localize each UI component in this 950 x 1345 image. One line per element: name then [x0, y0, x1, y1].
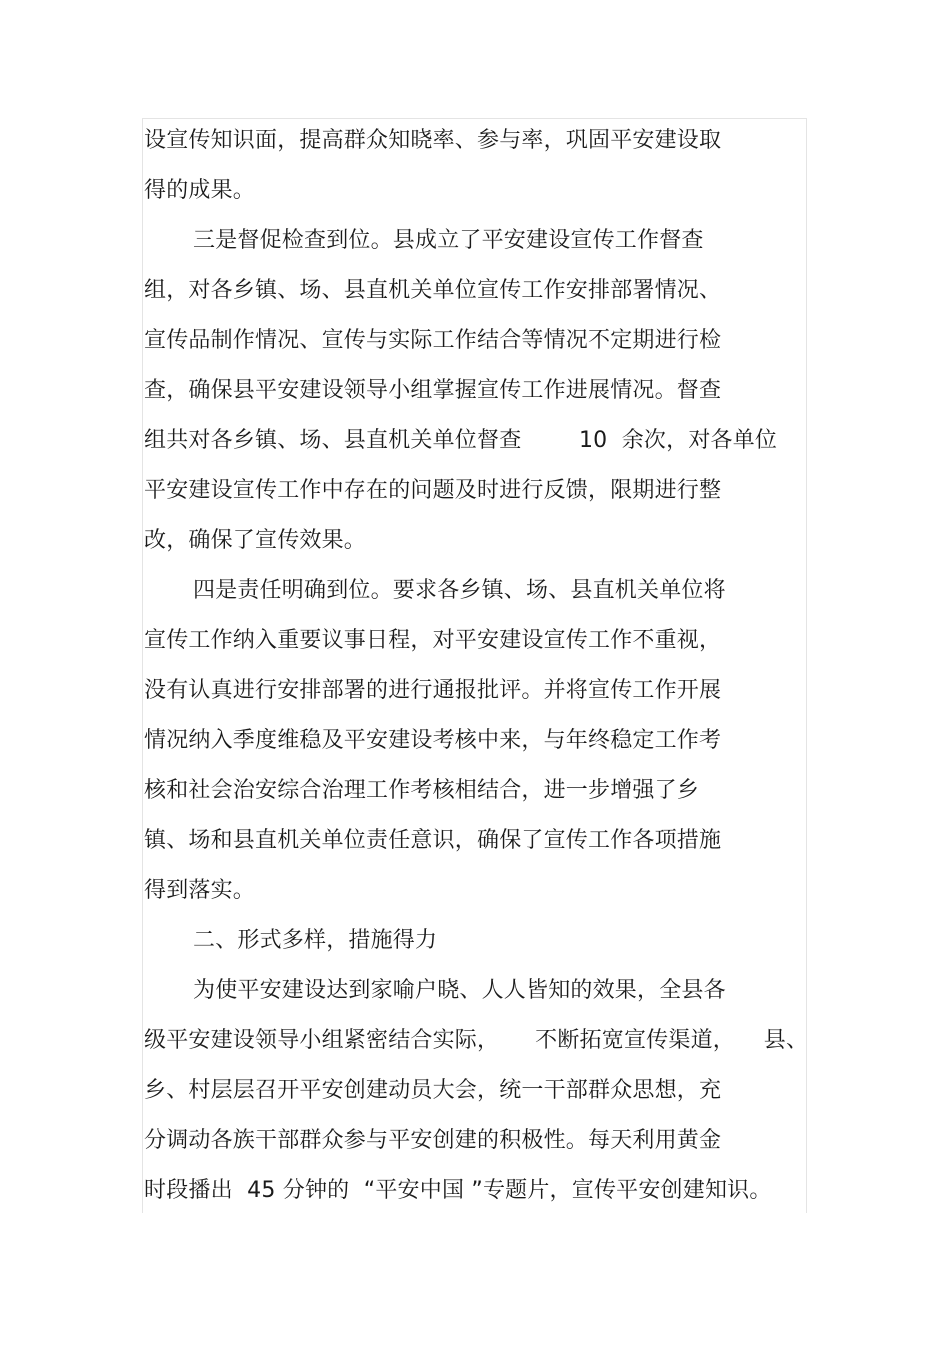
text-line: 组，对各乡镇、场、县直机关单位宣传工作安排部署情况、: [144, 278, 722, 303]
text-line: 组共对各乡镇、场、县直机关单位督查 10 余次，对各单位: [144, 428, 778, 453]
text-line: 乡、村层层召开平安创建动员大会，统一干部群众思想，充: [144, 1078, 722, 1103]
text-line: 时段播出 45 分钟的 “平安中国 ”专题片，宣传平安创建知识。: [144, 1178, 772, 1203]
paragraph-start-line: 为使平安建设达到家喻户晓、人人皆知的效果，全县各: [193, 978, 726, 1003]
text-line: 情况纳入季度维稳及平安建设考核中来，与年终稳定工作考: [144, 728, 722, 753]
text-line: 宣传工作纳入重要议事日程，对平安建设宣传工作不重视，: [144, 628, 722, 653]
text-line: 得到落实。: [144, 878, 256, 903]
section-heading: 二、形式多样，措施得力: [193, 928, 438, 953]
text-line: 核和社会治安综合治理工作考核相结合，进一步增强了乡: [144, 778, 700, 803]
text-line: 查，确保县平安建设领导小组掌握宣传工作进展情况。督查: [144, 378, 722, 403]
text-line: 分调动各族干部群众参与平安创建的积极性。每天利用黄金: [144, 1128, 722, 1153]
text-line: 平安建设宣传工作中存在的问题及时进行反馈，限期进行整: [144, 478, 722, 503]
paragraph-start-line: 三是督促检查到位。县成立了平安建设宣传工作督查: [193, 228, 704, 253]
text-line: 级平安建设领导小组紧密结合实际， 不断拓宽宣传渠道， 县、: [144, 1028, 809, 1053]
paragraph-start-line: 四是责任明确到位。要求各乡镇、场、县直机关单位将: [193, 578, 726, 603]
text-line: 没有认真进行安排部署的进行通报批评。并将宣传工作开展: [144, 678, 722, 703]
text-line: 设宣传知识面，提高群众知晓率、参与率，巩固平安建设取: [144, 128, 722, 153]
text-line: 改，确保了宣传效果。: [144, 528, 367, 553]
text-line: 镇、场和县直机关单位责任意识，确保了宣传工作各项措施: [144, 828, 722, 853]
text-line: 得的成果。: [144, 178, 256, 203]
text-line: 宣传品制作情况、宣传与实际工作结合等情况不定期进行检: [144, 328, 722, 353]
